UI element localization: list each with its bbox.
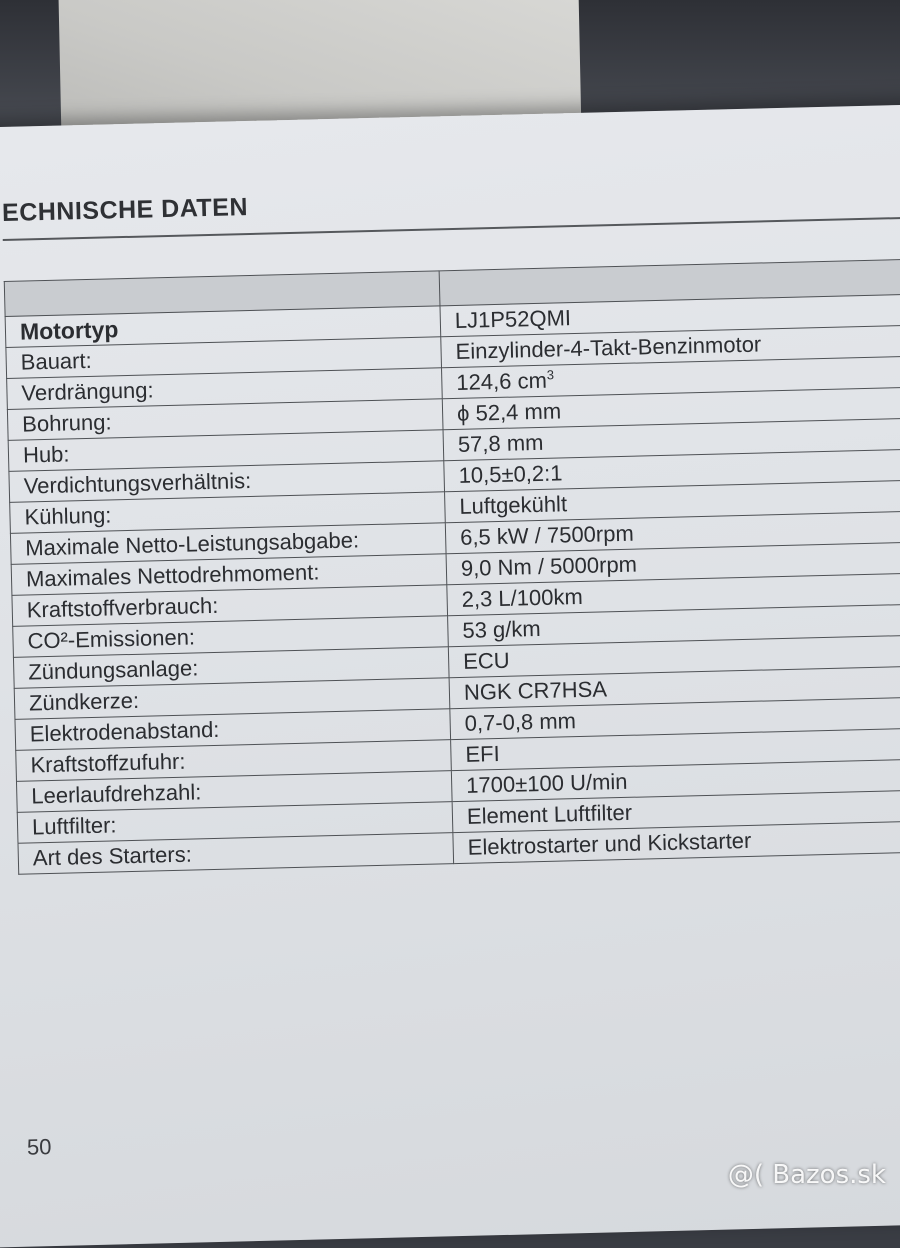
spec-value-text: 124,6 cm bbox=[456, 367, 548, 395]
spec-value-text: Luftgekühlt bbox=[459, 491, 568, 519]
manual-page bbox=[0, 104, 900, 1248]
spec-label: Bauart: bbox=[6, 337, 442, 379]
watermark-logo: @( Bazos.sk bbox=[727, 1160, 886, 1190]
spec-value-text: Elektrostarter und Kickstarter bbox=[467, 827, 752, 860]
spec-value-text: 1700±100 U/min bbox=[465, 768, 628, 798]
spec-label: Luftfilter: bbox=[17, 802, 453, 844]
spec-value-text: 53 g/km bbox=[462, 615, 541, 643]
spec-label: Verdrängung: bbox=[7, 368, 443, 410]
spec-value-text: 6,5 kW / 7500rpm bbox=[459, 520, 635, 550]
spec-label: Art des Starters: bbox=[18, 833, 454, 875]
spec-label: Zündungsanlage: bbox=[13, 647, 449, 689]
page-number: 50 bbox=[26, 1134, 52, 1160]
spec-value-text: 0,7-0,8 mm bbox=[464, 708, 577, 736]
spec-label: Motortyp bbox=[5, 306, 441, 348]
spec-label: Leerlaufdrehzahl: bbox=[16, 771, 452, 813]
spec-label: Zündkerze: bbox=[14, 678, 450, 720]
spec-label: Kraftstoffzufuhr: bbox=[16, 740, 452, 782]
spec-value-text: EFI bbox=[465, 741, 500, 767]
spec-label: Hub: bbox=[8, 430, 444, 472]
spec-value-text: ϕ 52,4 mm bbox=[456, 398, 562, 426]
spec-value-text: 10,5±0,2:1 bbox=[458, 460, 563, 488]
spec-value-text: 57,8 mm bbox=[457, 429, 544, 457]
spec-value-text: 9,0 Nm / 5000rpm bbox=[460, 551, 638, 581]
spec-label: Verdichtungsverhältnis: bbox=[9, 461, 445, 503]
spec-label: Maximales Nettodrehmoment: bbox=[11, 554, 447, 596]
spec-label: Maximale Netto-Leistungsabgabe: bbox=[10, 523, 446, 565]
spec-value-superscript: 3 bbox=[546, 367, 555, 383]
spec-label: Kraftstoffverbrauch: bbox=[12, 585, 448, 627]
specs-table bbox=[4, 258, 900, 875]
spec-value-text: Einzylinder-4-Takt-Benzinmotor bbox=[455, 331, 762, 364]
spec-value-text: ECU bbox=[462, 647, 510, 674]
page-title: ECHNISCHE DATEN bbox=[1, 192, 249, 227]
spec-label: Elektrodenabstand: bbox=[15, 709, 451, 751]
spec-value-text: LJ1P52QMI bbox=[454, 305, 572, 333]
spec-label: Bohrung: bbox=[7, 399, 443, 441]
spec-label: CO²-Emissionen: bbox=[13, 616, 449, 658]
spec-value-text: NGK CR7HSA bbox=[463, 676, 608, 705]
spec-label: Kühlung: bbox=[10, 492, 446, 534]
spec-value-text: Element Luftfilter bbox=[466, 799, 633, 829]
spec-value-text: 2,3 L/100km bbox=[461, 583, 584, 612]
